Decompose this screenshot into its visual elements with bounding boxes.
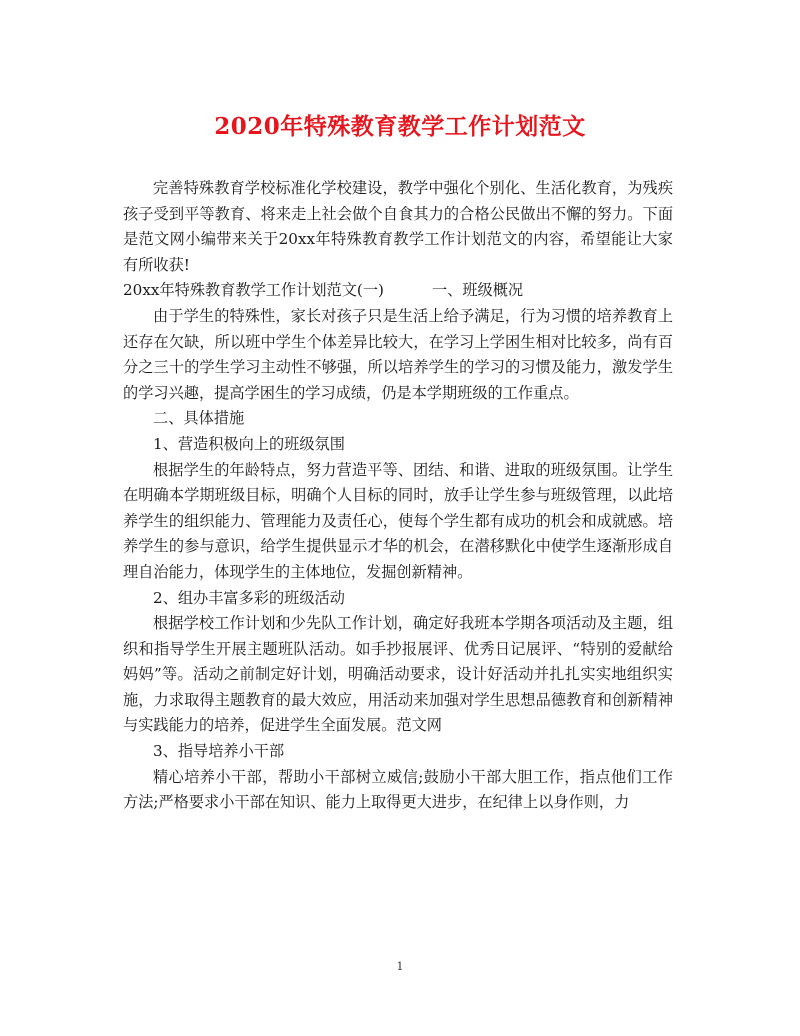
- intro-paragraph: 完善特殊教育学校标准化学校建设，教学中强化个别化、生活化教育，为残疾孩子受到平等教育、将来走上社会做个自食其力的合格公民做出不懈的努力。下面是范文网小编带来关于20xx年特殊教育教学工作计划范文的内容，希望能让大家有所收获!: [123, 179, 673, 274]
- paragraph-item-2: 根据学校工作计划和少先队工作计划，确定好我班本学期各项活动及主题，组织和指导学生开展主题班队活动。如手抄报展评、优秀日记展评、“特别的爱献给妈妈”等。活动之前制定好计划，明确活动要求，设计好活动并扎扎实实地组织实施，力求取得主题教育的最大效应，用活动来加强对学生思想品德教育和创新精神与实践能力的培养，促进学生全面发展。范文网: [123, 614, 673, 735]
- paragraph-item-1: 根据学生的年龄特点，努力营造平等、团结、和谐、进取的班级氛围。让学生在明确本学期班级目标，明确个人目标的同时，放手让学生参与班级管理，以此培养学生的组织能力、管理能力及责任心，使每个学生都有成功的机会和成就感。培养学生的参与意识，给学生提供显示才华的机会，在潜移默化中使学生逐渐形成自理自治能力，体现学生的主体地位，发掘创新精神。: [123, 460, 673, 581]
- overview-paragraph: 由于学生的特殊性，家长对孩子只是生活上给予满足，行为习惯的培养教育上还存在欠缺，所以班中学生个体差异比较大，在学习上学困生相对比较多，尚有百分之三十的学生学习主动性不够强，所以培养学生的学习的习惯及能力，激发学生的学习兴趣，提高学困生的学习成绩，仍是本学期班级的工作重点。: [123, 306, 673, 402]
- section-title: 20xx年特殊教育教学工作计划范文(一): [123, 281, 384, 300]
- document-title: 2020年特殊教育教学工作计划范文: [214, 113, 586, 140]
- heading-item-2: 2、组办丰富多彩的班级活动: [153, 588, 345, 607]
- heading-item-3: 3、指导培养小干部: [153, 742, 285, 761]
- heading-item-1: 1、营造积极向上的班级氛围: [153, 434, 345, 453]
- heading-measures: 二、具体措施: [153, 409, 245, 428]
- heading-overview: 一、班级概况: [431, 281, 524, 300]
- paragraph-item-3: 精心培养小干部，帮助小干部树立威信;鼓励小干部大胆工作，指点他们工作方法;严格要求小干部在知识、能力上取得更大进步，在纪律上以身作则，力: [123, 767, 673, 812]
- page-number: 1: [396, 960, 404, 973]
- section-title-line: [123, 278, 673, 304]
- document-body: [123, 176, 673, 816]
